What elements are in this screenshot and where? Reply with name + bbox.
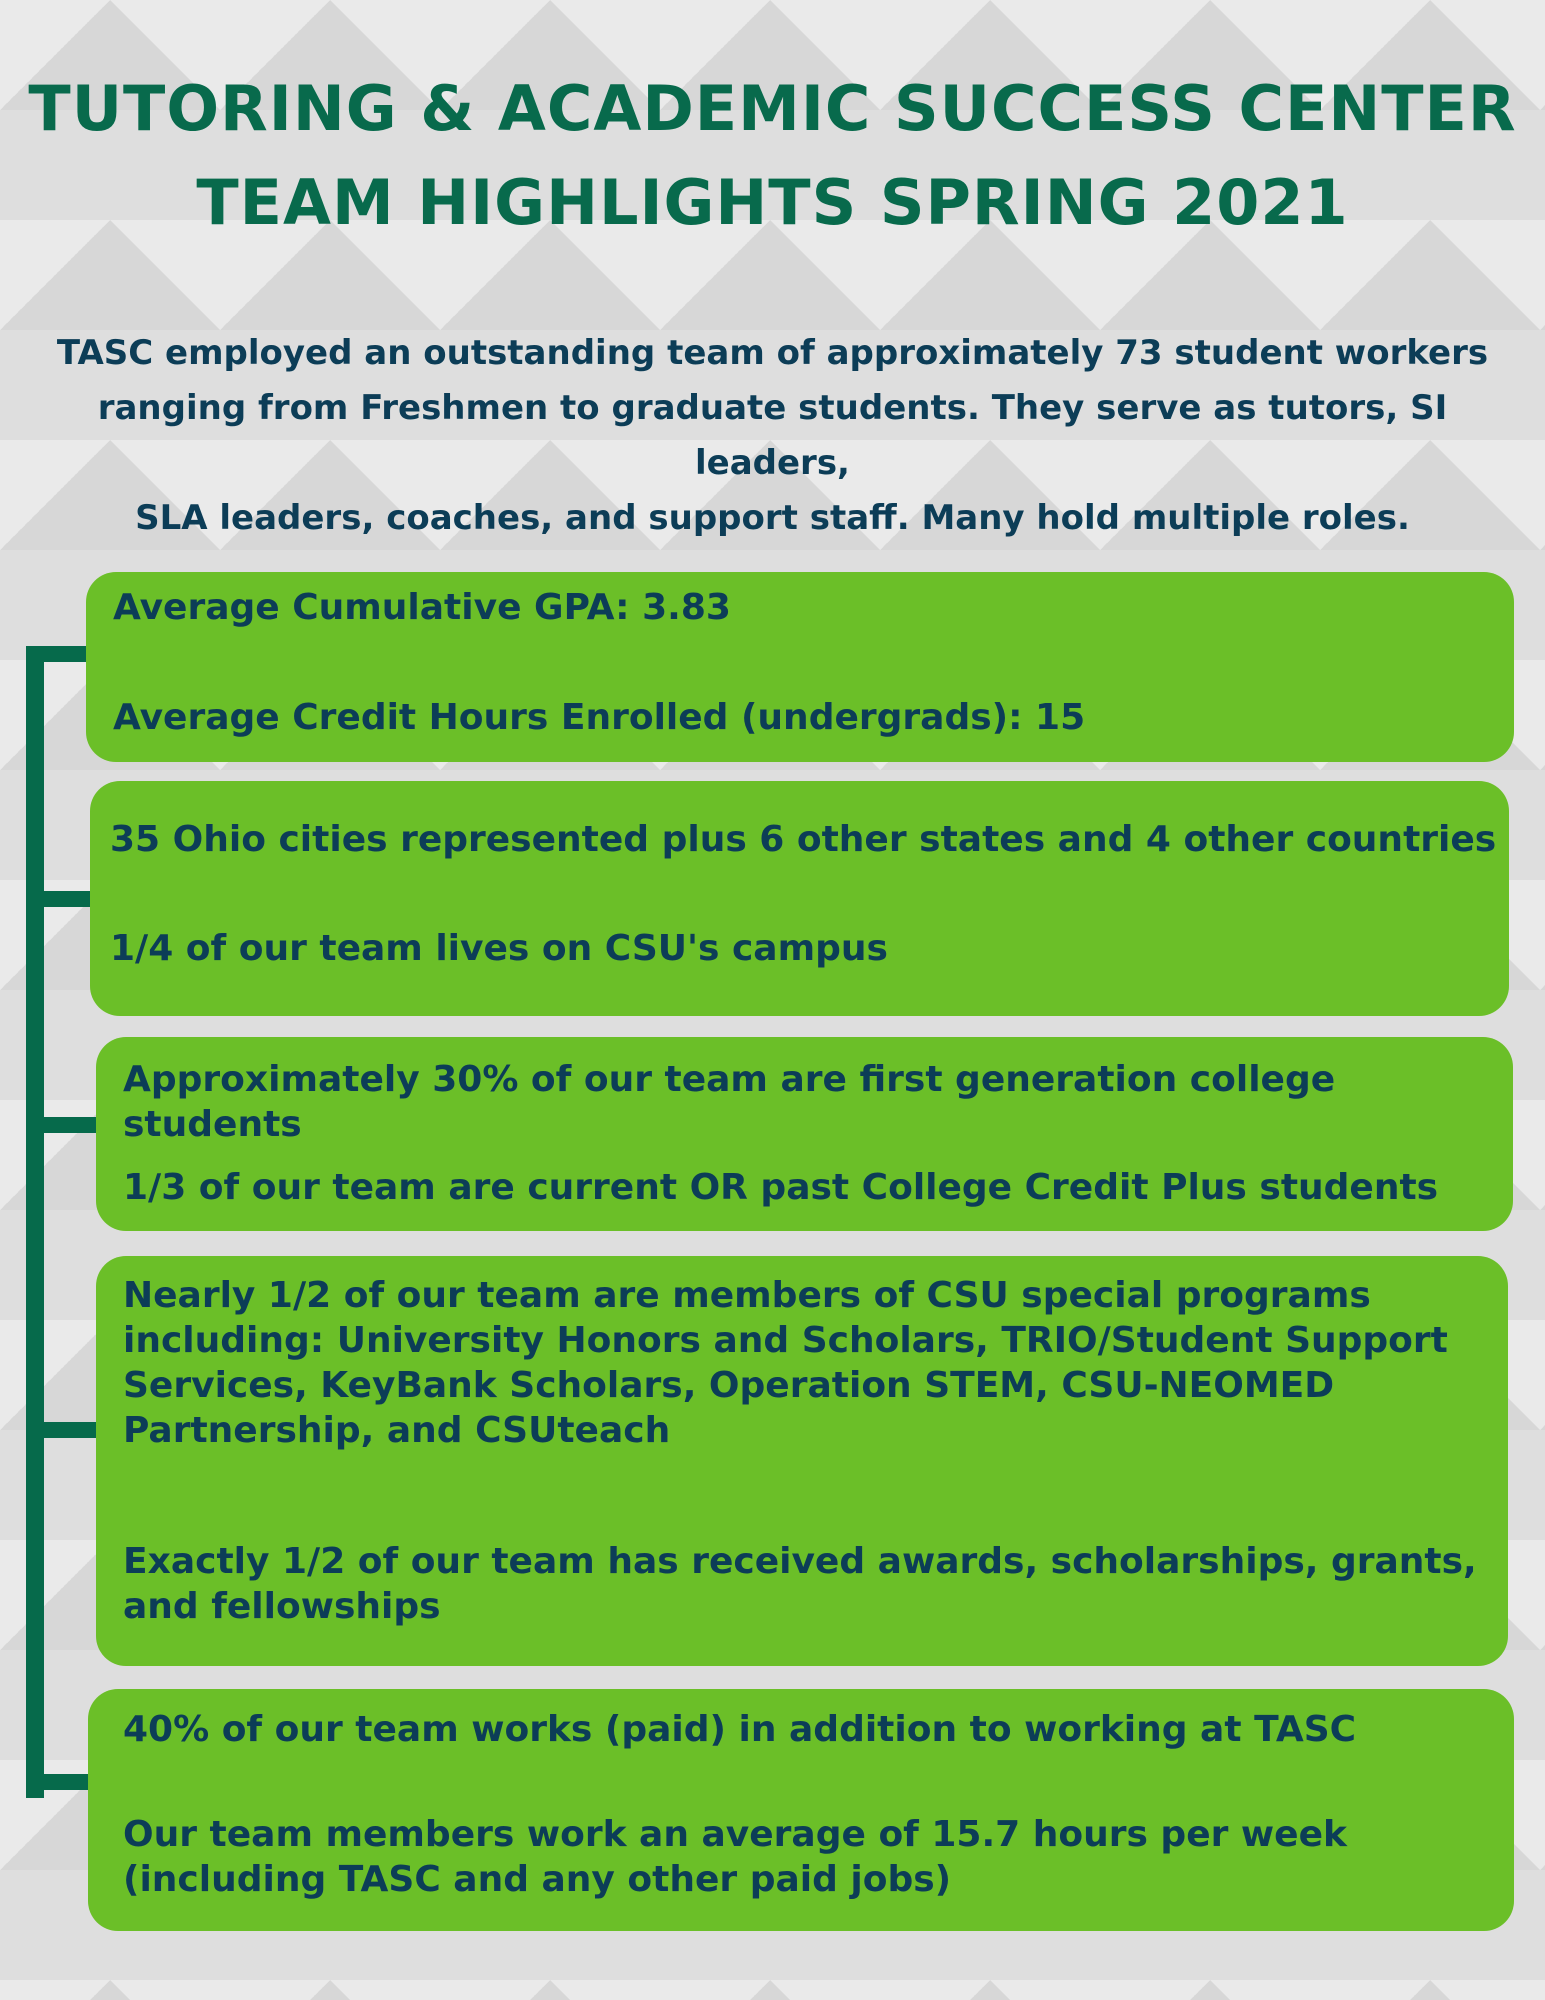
title-line-2: TEAM HIGHLIGHTS SPRING 2021 xyxy=(196,166,1349,239)
bracket-tick-4 xyxy=(26,1422,98,1438)
bracket-tick-2 xyxy=(26,891,94,907)
highlight-card-first-generation xyxy=(96,1037,1513,1231)
highlight-fact: Our team members work an average of 15.7 hours per week (including TASC and any other paid jobs) xyxy=(123,1814,1347,1900)
highlight-fact: Approximately 30% of our team are first generation college students xyxy=(123,1059,1336,1145)
intro-paragraph xyxy=(30,326,1515,546)
highlight-card-employment xyxy=(88,1689,1514,1931)
intro-line-3: SLA leaders, coaches, and support staff. Many hold multiple roles. xyxy=(135,498,1410,538)
timeline-bracket xyxy=(26,646,44,1798)
highlight-fact: 35 Ohio cities represented plus 6 other states and 4 other countries xyxy=(110,819,1497,860)
highlight-fact: Exactly 1/2 of our team has received awards, scholarships, grants, and fellowships xyxy=(123,1541,1477,1627)
intro-line-2: ranging from Freshmen to graduate students. They serve as tutors, SI leaders, xyxy=(97,388,1448,483)
highlight-fact: Average Cumulative GPA: 3.83 xyxy=(113,587,731,628)
bracket-tick-5 xyxy=(26,1774,90,1790)
title-line-1: TUTORING & ACADEMIC SUCCESS CENTER xyxy=(28,72,1517,145)
bracket-tick-3 xyxy=(26,1117,98,1133)
highlight-card-special-programs xyxy=(96,1256,1508,1666)
highlight-fact: Average Credit Hours Enrolled (undergrads): 15 xyxy=(113,697,1086,738)
highlight-fact: Nearly 1/2 of our team are members of CSU special programs including: University Honors and Scholars, TRIO/Student Support Services, KeyBank Scholars, Operation STEM, CSU-NEOMED Partnership, and CSUteach xyxy=(123,1275,1448,1451)
highlight-card-gpa xyxy=(86,572,1514,762)
bracket-tick-1 xyxy=(26,646,90,662)
highlight-fact: 1/4 of our team lives on CSU's campus xyxy=(110,928,888,969)
page-title xyxy=(0,62,1545,250)
intro-line-1: TASC employed an outstanding team of approximately 73 student workers xyxy=(56,333,1489,373)
highlight-fact: 40% of our team works (paid) in addition to working at TASC xyxy=(123,1709,1357,1750)
highlight-card-geography xyxy=(90,781,1509,1016)
highlight-fact: 1/3 of our team are current OR past College Credit Plus students xyxy=(123,1167,1439,1208)
